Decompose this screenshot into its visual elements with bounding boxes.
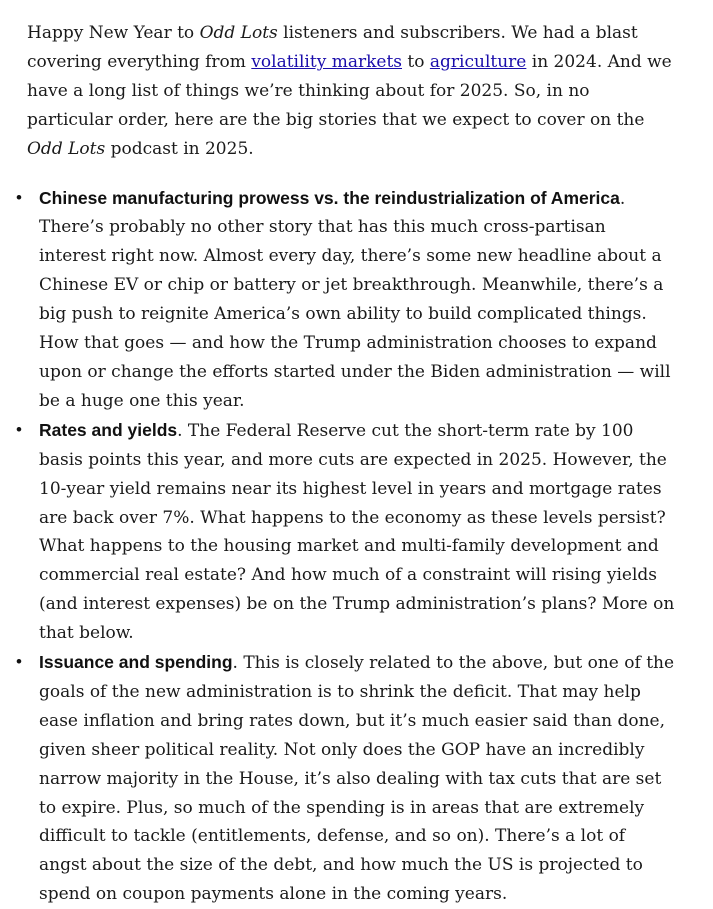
list-item <box>16 184 677 416</box>
story-title: Chinese manufacturing prowess vs. the reindustrialization of America <box>39 187 620 208</box>
intro-paragraph <box>27 19 677 164</box>
intro-text: listeners and subscribers. We had a blast covering everything from <box>27 23 638 72</box>
bullet-icon: • <box>16 419 22 439</box>
agriculture-link[interactable]: agriculture <box>429 51 527 72</box>
article-body <box>16 19 677 909</box>
bullet-icon: • <box>16 187 22 207</box>
list-item <box>16 648 677 909</box>
story-body: . There’s probably no other story that has this much cross-partisan interest right now. Almost every day, there’s some new headline about a Chinese EV or chip or battery or jet breakthrough. Meanwhile, there’s a big push to reignite America’s own ability to build complicated things. How that goes — and how the Trump administration chooses to expand upon or change the efforts started under the Biden administration — will be a huge one this year. <box>39 188 671 411</box>
story-body: . This is closely related to the above, but one of the goals of the new administration is to shrink the deficit. That may help ease inflation and bring rates down, but it’s much easier said than done, given sheer political reality. Not only does the GOP have an incredibly narrow majority in the House, it’s also dealing with tax cuts that are set to expire. Plus, so much of the spending is in areas that are extremely difficult to tackle (entitlements, defense, and so on). There’s a lot of angst about the size of the debt, and how much the US is projected to spend on coupon payments alone in the coming years. <box>39 653 675 905</box>
show-name: Odd Lots <box>199 23 278 43</box>
intro-text: to <box>402 51 430 72</box>
show-name: Odd Lots <box>27 138 106 159</box>
bullet-icon: • <box>16 652 22 672</box>
story-title: Issuance and spending <box>39 652 233 673</box>
intro-text: in 2024. And we have a long list of things we’re thinking about for 2025. So, in no particular order, here are the big stories that we expect to cover on the <box>27 51 672 130</box>
stories-list <box>16 184 677 909</box>
story-body: . The Federal Reserve cut the short-term rate by 100 basis points this year, and more cuts are expected in 2025. However, the 10-year yield remains near its highest level in years and mortgage rates are back over 7%. What happens to the economy as these levels persist? What happens to the housing market and multi-family development and commercial real estate? And how much of a constraint will rising yields (and interest expenses) be on the Trump administration’s plans? More on that below. <box>39 420 675 644</box>
intro-text: Happy New Year to <box>27 23 200 43</box>
list-item <box>16 416 677 648</box>
intro-text: podcast in 2025. <box>105 138 254 159</box>
story-title: Rates and yields <box>39 419 178 440</box>
volatility-markets-link[interactable]: volatility markets <box>251 51 403 72</box>
